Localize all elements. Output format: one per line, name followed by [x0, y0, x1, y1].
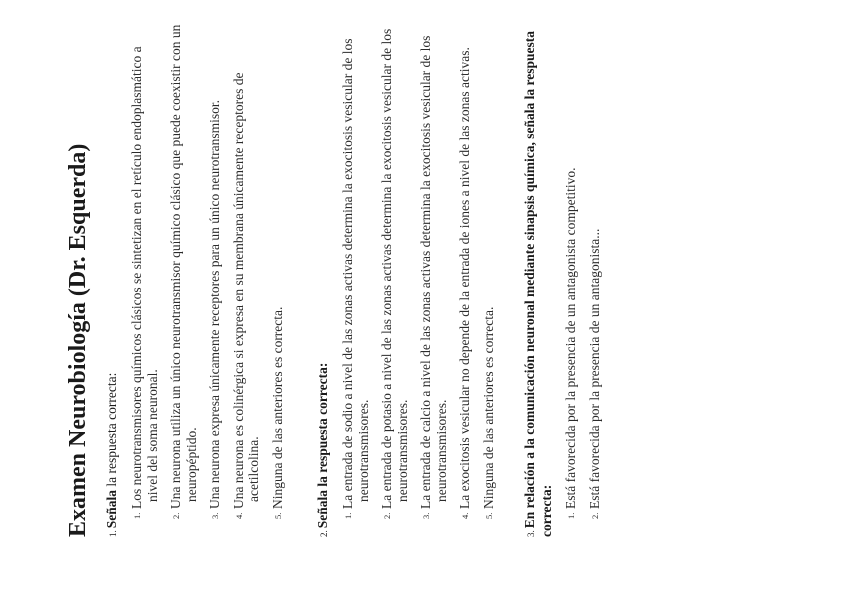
option-text: La entrada de calcio a nivel de las zonas activas determina la exocitosis vesicular de los neurotransmisores. — [418, 35, 449, 509]
option-text: Ninguna de las anteriores es correcta. — [480, 306, 496, 509]
option-text: La exocitosis vesicular no depende de la entrada de iones a nivel de las zonas activas. — [457, 47, 472, 509]
option-item — [207, 17, 223, 537]
option-text: Ninguna de las anteriores es correcta. — [269, 306, 285, 509]
question-3 — [522, 17, 602, 537]
option-list — [129, 17, 285, 537]
option-item — [129, 17, 160, 537]
option-item — [270, 17, 286, 537]
question-heading — [315, 17, 332, 537]
option-item — [457, 17, 473, 537]
option-list — [340, 17, 496, 537]
option-number: 1. — [566, 512, 576, 519]
option-item — [563, 17, 579, 537]
option-number: 2. — [171, 512, 181, 519]
option-number: 3. — [210, 512, 220, 519]
option-text: Está favorecida por la presencia de un antagonista... — [586, 228, 602, 509]
option-number: 5. — [483, 512, 494, 519]
option-text: Una neurona utiliza un único neurotransmisor químico clásico que puede coexistir con un neuropéptido. — [168, 24, 199, 509]
option-number: 4. — [233, 512, 244, 519]
option-text: La entrada de sodio a nivel de las zonas activas determina la exocitosis vesicular de los neurotransmisores. — [340, 38, 371, 509]
question-heading-bold: En relación a la comunicación neuronal mediante sinapsis química, señala la respuesta correcta: — [522, 30, 554, 537]
option-item — [418, 17, 449, 537]
question-number: 1. — [108, 530, 118, 537]
option-text: Los neurotransmisores químicos clásicos se sintetizan en el retículo endoplasmático a nivel del soma neuronal. — [129, 46, 160, 509]
option-number: 2. — [589, 512, 600, 519]
option-item — [340, 17, 371, 537]
question-1 — [104, 17, 285, 537]
option-item — [231, 17, 262, 537]
question-number: 3. — [526, 530, 536, 537]
option-item — [168, 17, 199, 537]
document-content — [64, 17, 628, 537]
option-item — [379, 17, 410, 537]
option-text: Una neurona expresa únicamente receptores para un único neurotransmisor. — [207, 100, 222, 509]
question-heading-rest: la respuesta correcta: — [104, 372, 119, 490]
question-heading-bold: Señala la respuesta correcta: — [315, 362, 330, 529]
option-number: 4. — [460, 512, 470, 519]
option-number: 2. — [382, 512, 392, 519]
option-number: 3. — [421, 512, 431, 519]
option-item — [587, 17, 603, 537]
option-item — [481, 17, 497, 537]
option-text: Una neurona es colinérgica si expresa en su membrana únicamente receptores de acetilcolina. — [230, 72, 261, 509]
option-number: 5. — [272, 512, 283, 519]
page-title: Examen Neurobiología (Dr. Esquerda) — [65, 143, 91, 537]
option-number: 1. — [343, 512, 353, 519]
option-number: 1. — [132, 512, 142, 519]
question-heading — [104, 17, 121, 537]
option-list — [563, 17, 602, 537]
question-heading — [522, 17, 555, 537]
option-text: Está favorecida por la presencia de un antagonista competitivo. — [563, 167, 578, 509]
option-text: La entrada de potasio a nivel de las zonas activas determina la exocitosis vesicular de los neurotransmisores. — [379, 28, 410, 509]
question-heading-bold: Señala — [104, 489, 119, 529]
question-number: 2. — [319, 530, 329, 537]
question-2 — [315, 17, 496, 537]
